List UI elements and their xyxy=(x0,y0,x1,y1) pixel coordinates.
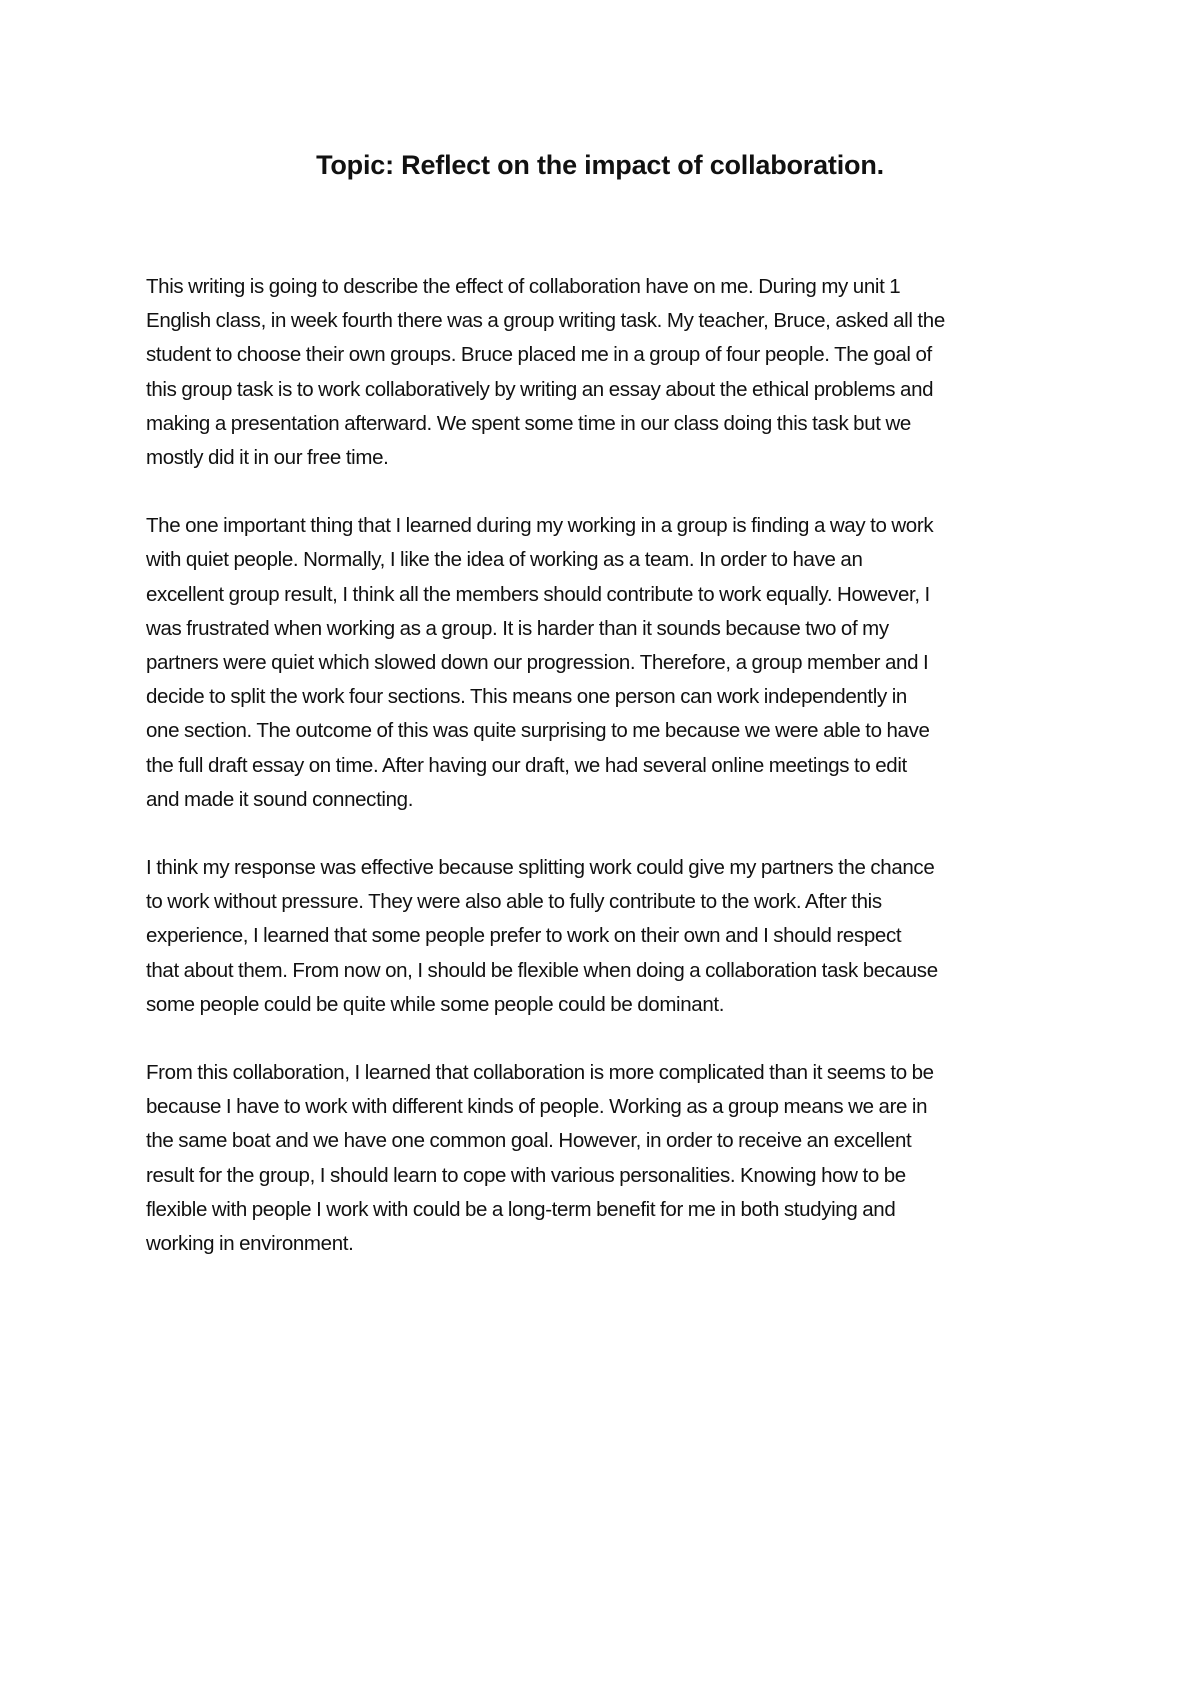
paragraph-4 xyxy=(146,1056,1066,1261)
document-body xyxy=(146,270,1066,1295)
paragraph-line: with quiet people. Normally, I like the idea of working as a team. In order to have an xyxy=(146,548,863,572)
paragraph-line: the same boat and we have one common goal. However, in order to receive an excellent xyxy=(146,1129,912,1153)
paragraph-line: English class, in week fourth there was a group writing task. My teacher, Bruce, asked all the xyxy=(146,309,945,333)
paragraph-line: From this collaboration, I learned that collaboration is more complicated than it seems to be xyxy=(146,1061,934,1085)
paragraph-line: experience, I learned that some people prefer to work on their own and I should respect xyxy=(146,924,902,948)
paragraph-line: that about them. From now on, I should be flexible when doing a collaboration task because xyxy=(146,958,938,982)
paragraph-line: and made it sound connecting. xyxy=(146,787,414,811)
paragraph-line: student to choose their own groups. Bruce placed me in a group of four people. The goal of xyxy=(146,343,932,367)
paragraph-line: This writing is going to describe the effect of collaboration have on me. During my unit 1 xyxy=(146,275,901,298)
paragraph-line: excellent group result, I think all the members should contribute to work equally. However, I xyxy=(146,582,930,606)
paragraph-line: partners were quiet which slowed down our progression. Therefore, a group member and I xyxy=(146,651,929,675)
paragraph-line: result for the group, I should learn to cope with various personalities. Knowing how to be xyxy=(146,1163,906,1187)
paragraph-2 xyxy=(146,509,1066,817)
paragraph-line: working in environment. xyxy=(146,1232,354,1256)
paragraph-line: was frustrated when working as a group. It is harder than it sounds because two of my xyxy=(146,616,889,640)
paragraph-line: making a presentation afterward. We spent some time in our class doing this task but we xyxy=(146,411,911,435)
paragraph-line: to work without pressure. They were also able to fully contribute to the work. After this xyxy=(146,890,882,914)
paragraph-line: some people could be quite while some people could be dominant. xyxy=(146,992,725,1016)
paragraph-line: one section. The outcome of this was quite surprising to me because we were able to have xyxy=(146,719,930,743)
paragraph-1 xyxy=(146,270,1066,475)
paragraph-line: mostly did it in our free time. xyxy=(146,446,389,470)
paragraph-line: The one important thing that I learned during my working in a group is finding a way to work xyxy=(146,514,934,538)
paragraph-line: decide to split the work four sections. This means one person can work independently in xyxy=(146,685,907,709)
page-title: Topic: Reflect on the impact of collaboration. xyxy=(316,150,884,180)
paragraph-3 xyxy=(146,851,1066,1022)
paragraph-line: this group task is to work collaboratively by writing an essay about the ethical problems and xyxy=(146,377,934,401)
paragraph-line: because I have to work with different kinds of people. Working as a group means we are in xyxy=(146,1095,928,1119)
paragraph-line: the full draft essay on time. After having our draft, we had several online meetings to edit xyxy=(146,753,907,777)
paragraph-line: flexible with people I work with could be a long-term benefit for me in both studying and xyxy=(146,1197,896,1221)
paragraph-line: I think my response was effective because splitting work could give my partners the chance xyxy=(146,856,935,880)
